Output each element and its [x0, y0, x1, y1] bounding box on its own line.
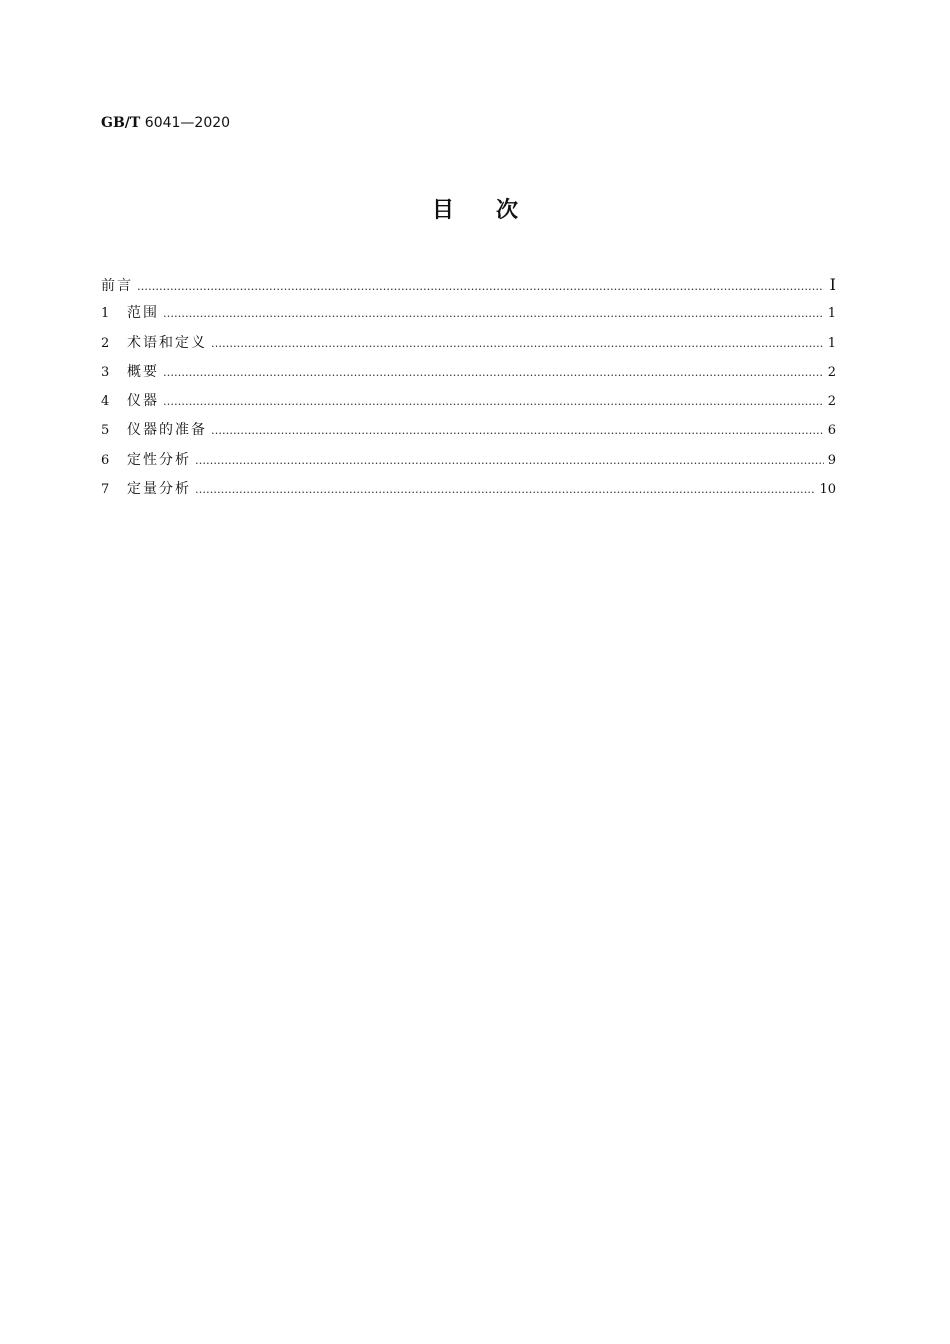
toc-page-number: 2 [827, 394, 836, 410]
toc-section-number: 2 [101, 335, 110, 351]
toc-section-number: 5 [101, 423, 110, 439]
standard-code [101, 114, 230, 132]
toc-label: 仪器的准备 [127, 422, 207, 439]
toc-leader-dots [163, 387, 824, 416]
toc-label: 术语和定义 [127, 334, 207, 351]
toc-leader-dots [211, 329, 824, 358]
toc-page-number: 1 [827, 335, 836, 351]
toc-item-instruments[interactable] [101, 387, 836, 416]
toc-page-number: 2 [827, 364, 836, 380]
toc-item-foreword[interactable] [101, 270, 836, 299]
toc-page-number: 1 [827, 306, 836, 322]
standard-number: 6041—2020 [144, 115, 231, 131]
toc-leader-dots [163, 358, 824, 387]
toc-leader-dots [195, 475, 815, 504]
toc-section-number: 7 [101, 482, 110, 498]
toc-leader-dots [137, 272, 824, 301]
page-title: 目次 [431, 198, 560, 223]
toc-section-number: 3 [101, 364, 110, 380]
toc-section-number: 4 [101, 394, 110, 410]
toc-item-quantitative-analysis[interactable] [101, 475, 836, 504]
toc-leader-dots [163, 299, 824, 328]
toc-page-number: 9 [827, 452, 836, 468]
toc-item-overview[interactable] [101, 358, 836, 387]
toc-leader-dots [211, 416, 824, 445]
toc-label: 定性分析 [127, 451, 191, 468]
standard-prefix: GB/T [101, 115, 141, 131]
toc-section-number: 6 [101, 452, 110, 468]
toc-page-number: Ⅰ [829, 275, 836, 294]
toc-label: 仪器 [127, 393, 159, 410]
toc-leader-dots [195, 446, 824, 475]
toc-label: 范围 [127, 305, 159, 322]
toc-label: 定量分析 [127, 481, 191, 498]
toc-page-number: 10 [819, 482, 836, 498]
toc-label: 前言 [101, 278, 133, 294]
toc-item-qualitative-analysis[interactable] [101, 446, 836, 475]
toc-item-instrument-preparation[interactable] [101, 416, 836, 445]
toc-item-terms-definitions[interactable] [101, 329, 836, 358]
toc-section-number: 1 [101, 306, 110, 322]
toc-page-number: 6 [827, 423, 836, 439]
table-of-contents [101, 270, 836, 504]
toc-item-scope[interactable] [101, 299, 836, 328]
toc-label: 概要 [127, 363, 159, 380]
